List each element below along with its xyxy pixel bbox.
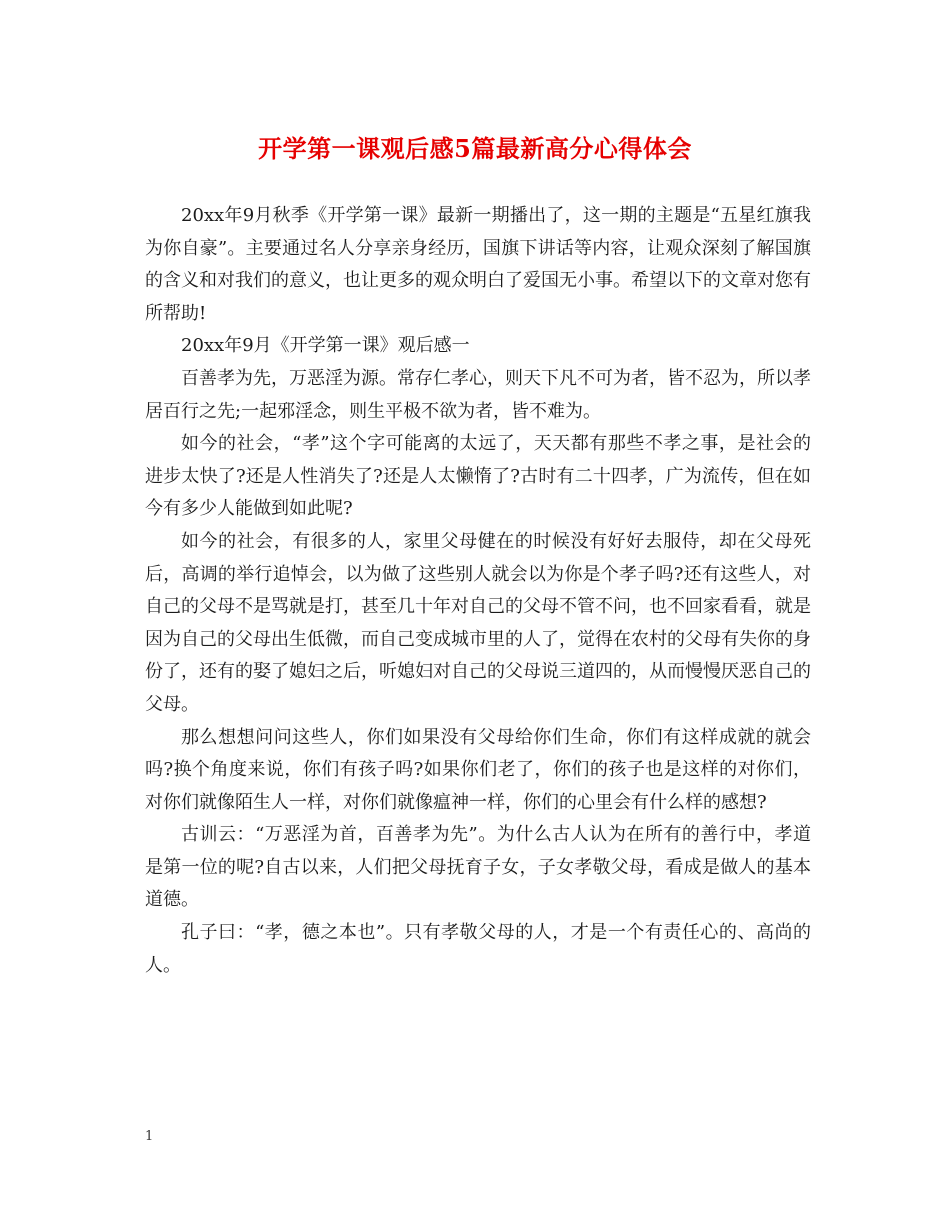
paragraph: 古训云：“万恶淫为首，百善孝为先”。为什么古人认为在所有的善行中，孝道是第一位的呢?自古以来，人们把父母抚育子女，子女孝敬父母，看成是做人的基本道德。: [145, 824, 811, 911]
page-number: 1: [145, 1129, 154, 1144]
paragraph: 那么想想问问这些人，你们如果没有父母给你们生命，你们有这样成就的就会吗?换个角度来说，你们有孩子吗?如果你们老了，你们的孩子也是这样的对你们，对你们就像陌生人一样，对你们就像瘟神一样，你们的心里会有什么样的感想?: [145, 726, 811, 813]
paragraph: 孔子曰：“孝，德之本也”。只有孝敬父母的人，才是一个有责任心的、高尚的人。: [145, 922, 811, 976]
paragraph-section-heading: 20xx年9月《开学第一课》观后感一: [181, 335, 470, 357]
paragraph: 百善孝为先，万恶淫为源。常存仁孝心，则天下凡不可为者，皆不忍为，所以孝居百行之先;一起邪淫念，则生平极不欲为者，皆不难为。: [145, 367, 811, 422]
paragraph-intro: 20xx年9月秋季《开学第一课》最新一期播出了，这一期的主题是“五星红旗我为你自豪”。主要通过名人分享亲身经历，国旗下讲话等内容，让观众深刻了解国旗的含义和对我们的意义，也让更多的观众明白了爱国无小事。希望以下的文章对您有所帮助!: [145, 205, 811, 324]
document-body: [145, 200, 811, 982]
paragraph: 如今的社会，有很多的人，家里父母健在的时候没有好好去服侍，却在父母死后，高调的举行追悼会，以为做了这些别人就会以为你是个孝子吗?还有这些人，对自己的父母不是骂就是打，甚至几十年对自己的父母不管不问，也不回家看看，就是因为自己的父母出生低微，而自己变成城市里的人了，觉得在农村的父母有失你的身份了，还有的娶了媳妇之后，听媳妇对自己的父母说三道四的，从而慢慢厌恶自己的父母。: [145, 530, 811, 715]
paragraph: 如今的社会，“孝”这个字可能离的太远了，天天都有那些不孝之事，是社会的进步太快了?还是人性消失了?还是人太懒惰了?古时有二十四孝，广为流传，但在如今有多少人能做到如此呢?: [145, 433, 811, 520]
document-title: 开学第一课观后感5篇最新高分心得体会: [258, 134, 692, 163]
